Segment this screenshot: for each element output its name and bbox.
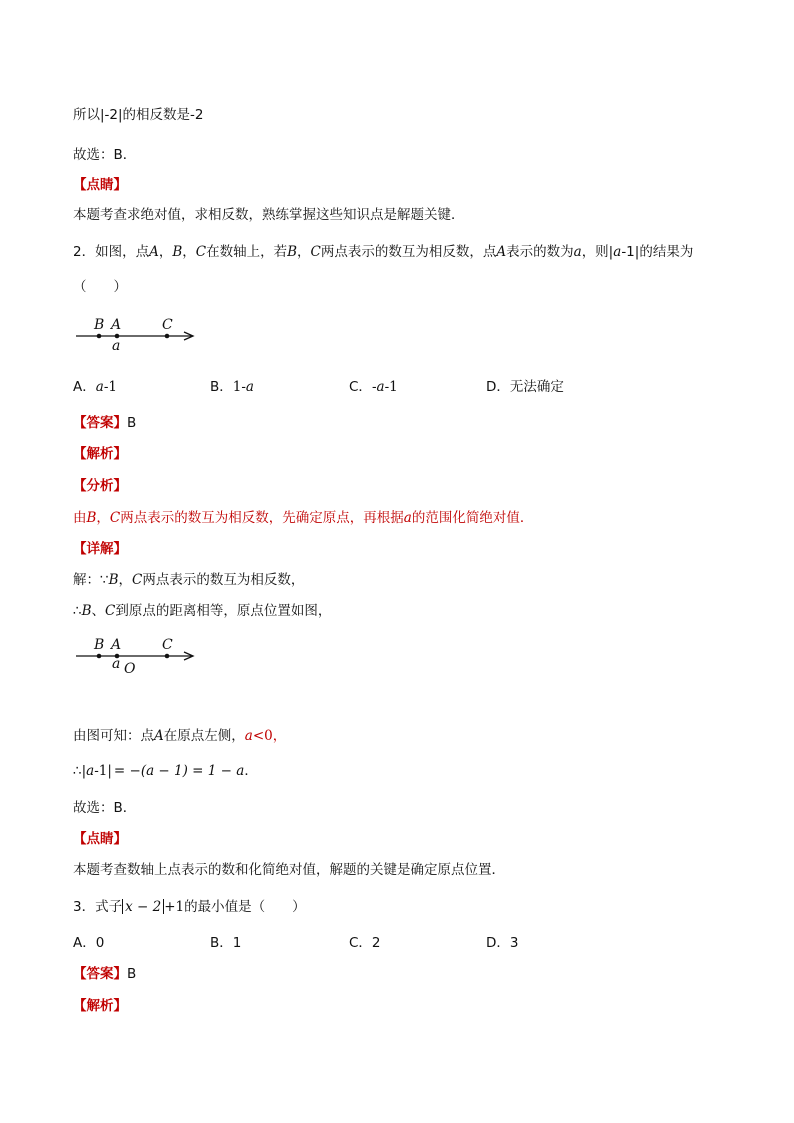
q2-var-a: a [573,244,582,260]
q2-sol4-end: ． [244,763,258,779]
q2-fenxi-tag: 【分析】 [73,478,127,494]
q2-solution-line4 [73,762,258,780]
q2-sol4-a: a [86,763,95,779]
q2-choice-line: 故选：B． [73,800,137,816]
q2-fenxi-pre: 由 [73,510,87,526]
q2-point-a: A [149,244,159,260]
q2-fenxi-a: a [403,510,412,526]
number-line-figure-2 [76,634,200,678]
label-b-2: B [94,637,105,653]
q2-option-b [210,378,254,396]
q2-sep1: ， [158,244,173,260]
q2-paren: （ ） [73,279,127,295]
q2-option-a-label: A． [73,379,96,395]
q2-sol2-suf: 到原点的距离相等，原点位置如图， [115,603,332,619]
q2-option-a-rest: -1 [103,379,117,395]
q2-stem-prefix: 2．如图，点 [73,244,150,260]
q1-conclusion-line: 所以|-2|的相反数是-2 [73,107,204,123]
q2-sol3-ineq: <0， [252,728,287,744]
q2-stem-mid4: ，则| [581,244,614,260]
q2-option-b-pre: 1- [232,379,246,395]
q2-option-d-text: 无法确定 [509,379,564,395]
q2-option-b-label: B． [210,379,233,395]
q2-sol2-c: C [105,603,116,619]
point-b-dot [97,334,102,339]
q2-solution-line3 [73,727,286,745]
q2-expr-a: a [613,244,622,260]
q2-option-c-var: a [376,379,385,395]
q2-sol4-mid: -1| [94,763,112,779]
q2-sol4-eq: = −(a − 1) = 1 − a [113,763,245,779]
q2-sol1-b: B [108,572,119,588]
q3-option-a: A．0 [73,935,105,951]
q2-solution-line1 [73,571,304,589]
q2-answer-line [73,414,136,432]
q1-comment-text: 本题考查求绝对值，求相反数，熟练掌握这些知识点是解题关键． [73,207,465,223]
q2-option-c [349,378,398,396]
q3-option-d: D．3 [486,935,519,951]
number-line-figure-1 [76,314,200,354]
q2-fenxi-mid: 两点表示的数互为相反数，先确定原点，再根据 [120,510,404,526]
q2-fenxi-b: B [86,510,97,526]
q3-option-c: C．2 [349,935,381,951]
q3-expr-tail: +1 [164,899,185,915]
label-var-a: a [112,338,121,354]
label-a-2: A [111,637,122,653]
q2-sol1-c: C [132,572,143,588]
q2-stem-mid2: 两点表示的数互为相反数，点 [320,244,497,260]
q2-point-c2: C [310,244,321,260]
q2-comment-text: 本题考查数轴上点表示的数和化简绝对值，解题的关键是确定原点位置． [73,862,505,878]
q2-point-c: C [195,244,207,260]
q2-sol1-suf: 两点表示的数互为相反数， [142,572,305,588]
label-c: C [162,317,173,333]
q2-point-b: B [172,244,183,260]
q2-sol3-a: A [154,728,164,744]
q3-answer-value: B [127,966,137,982]
q2-stem-mid3: 表示的数为 [506,244,574,260]
q2-option-a-var: a [95,379,104,395]
q2-sol3-mid: 在原点左侧， [163,728,245,744]
q2-point-a2: A [496,244,507,260]
q2-option-c-rest: -1 [384,379,398,395]
q2-stem [73,243,693,261]
point-c-dot [165,334,170,339]
point-c-dot-2 [165,654,170,659]
q2-sol1-sep: ， [118,572,133,588]
q2-sep2: ， [182,244,196,260]
q2-fenxi-text [73,509,533,527]
point-b-dot-2 [97,654,102,659]
q3-expr: x − 2 [125,899,162,915]
q2-stem-suffix: -1|的结果为 [621,244,694,260]
q2-stem-mid1: 在数轴上，若 [206,244,288,260]
label-a: A [111,317,122,333]
q2-detail-tag: 【详解】 [73,541,127,557]
q2-option-c-label: C． [349,379,372,395]
q3-option-b: B．1 [210,935,242,951]
q2-comment-tag: 【点睛】 [73,831,127,847]
q3-analysis-tag: 【解析】 [73,998,127,1014]
q2-fenxi-suf: 的范围化简绝对值． [411,510,534,526]
q3-stem [73,898,306,916]
q2-sol2-sep: 、 [91,603,106,619]
q3-stem-pre: 3．式子 [73,899,123,915]
q1-choice-line: 故选：B． [73,147,137,163]
q2-sol2-b: B [81,603,92,619]
q2-sep3: ， [297,244,311,260]
q3-answer-tag: 【答案】 [73,966,127,982]
q2-answer-value: B [127,415,137,431]
label-var-a-2: a [112,656,121,672]
label-c-2: C [162,637,173,653]
q2-option-d [486,378,564,396]
q2-sol1-pre: 解：∵ [73,572,109,588]
q2-option-c-pre: - [371,379,377,395]
q2-sol2-pre: ∴ [73,603,82,619]
q1-comment-tag: 【点睛】 [73,177,127,193]
q2-option-d-label: D． [486,379,510,395]
q2-sol3-pre: 由图可知：点 [73,728,154,744]
q2-solution-line2 [73,602,331,620]
label-b: B [94,317,105,333]
q2-option-b-var: a [245,379,254,395]
q2-answer-tag: 【答案】 [73,415,127,431]
q2-sol4-pre: ∴| [73,763,87,779]
q3-stem-suf: 的最小值是（ ） [184,899,306,915]
q3-answer-line [73,965,136,983]
q2-option-a [73,378,117,396]
label-origin: O [124,661,136,677]
q2-fenxi-c: C [109,510,121,526]
q2-fenxi-sep: ， [96,510,110,526]
q2-point-b2: B [287,244,298,260]
q2-sol3-var-a: a [244,728,253,744]
q2-analysis-tag: 【解析】 [73,446,127,462]
